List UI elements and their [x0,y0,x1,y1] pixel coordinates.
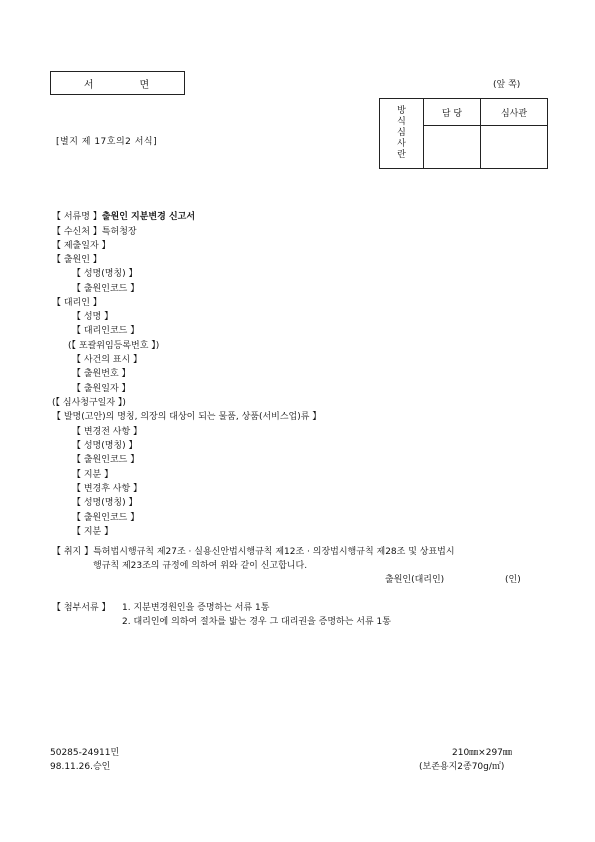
review-label-char-5: 란 [397,150,406,160]
signer-label: 출원인(대리인) [385,575,445,585]
review-label-char-1: 방 [397,106,406,116]
review-col-examiner: 심사관 [481,99,548,126]
review-cell-examiner [481,126,548,169]
review-table-label [380,99,424,169]
field-after-name: 【 성명(명칭) 】 [72,498,138,508]
field-before-share: 【 지분 】 [72,470,114,480]
page-side-label: (앞 쪽) [493,80,521,90]
field-application-number: 【 출원번호 】 [72,369,131,379]
review-table [379,98,548,169]
field-after-share: 【 지분 】 [72,527,114,537]
field-document-name-label: 【 서류명 】 [52,212,102,222]
field-before-code: 【 출원인코드 】 [72,455,140,465]
review-col-officer: 담 당 [424,99,481,126]
form-type-box [50,71,185,95]
field-case-display: 【 사건의 표시 】 [72,355,143,365]
field-applicant: 【 출원인 】 [52,255,102,265]
paper-size: 210㎜×297㎜ [452,748,512,758]
paper-type: (보존용지2종70g/㎡) [419,762,505,772]
purpose-line-1: 【 취지 】특허법시행규칙 제27조 · 실용신안법시행규칙 제12조 · 의장법시행규칙 제28조 및 상표법시 [52,547,455,557]
field-before-change: 【 변경전 사항 】 [72,427,143,437]
seal-mark: (인) [505,575,521,585]
field-after-change: 【 변경후 사항 】 [72,484,143,494]
approval-date: 98.11.26.승인 [50,762,111,772]
field-document-name [52,211,195,223]
attachment-item: 1. 지분변경원인을 증명하는 서류 1통 [122,603,270,613]
attachments-label: 【 첨부서류 】 [52,603,111,613]
field-recipient: 【 수신처 】특허청장 [52,227,137,237]
purpose-line-2: 행규칙 제23조의 규정에 의하여 위와 같이 신고합니다. [93,561,308,571]
attachment-item: 2. 대리인에 의하여 절차를 밟는 경우 그 대리권을 증명하는 서류 1통 [122,617,391,627]
field-general-power-number: (【 포괄위임등록번호 】) [68,341,160,351]
document-title: 출원인 지분변경 신고서 [101,212,196,222]
field-agent: 【 대리인 】 [52,298,102,308]
form-type-char-2: 면 [139,79,152,91]
field-agent-code: 【 대리인코드 】 [72,326,140,336]
review-label-char-2: 식 [397,117,406,127]
review-cell-officer [424,126,481,169]
field-applicant-name: 【 성명(명칭) 】 [72,269,138,279]
field-submission-date: 【 제출일자 】 [52,241,111,251]
field-application-date: 【 출원일자 】 [72,384,131,394]
field-after-code: 【 출원인코드 】 [72,513,140,523]
form-code: 50285-24911민 [50,748,120,758]
field-invention-title: 【 발명(고안)의 명칭, 의장의 대상이 되는 물품, 상품(서비스업)류 】 [52,412,322,422]
field-applicant-code: 【 출원인코드 】 [72,284,140,294]
review-label-char-3: 심 [397,128,406,138]
field-before-name: 【 성명(명칭) 】 [72,441,138,451]
field-agent-name: 【 성명 】 [72,312,114,322]
review-label-char-4: 사 [397,139,406,149]
form-number: [별지 제 17호의2 서식] [56,137,158,147]
field-exam-request-date: (【 심사청구일자 】) [52,398,126,408]
form-type-char-1: 서 [83,79,96,91]
